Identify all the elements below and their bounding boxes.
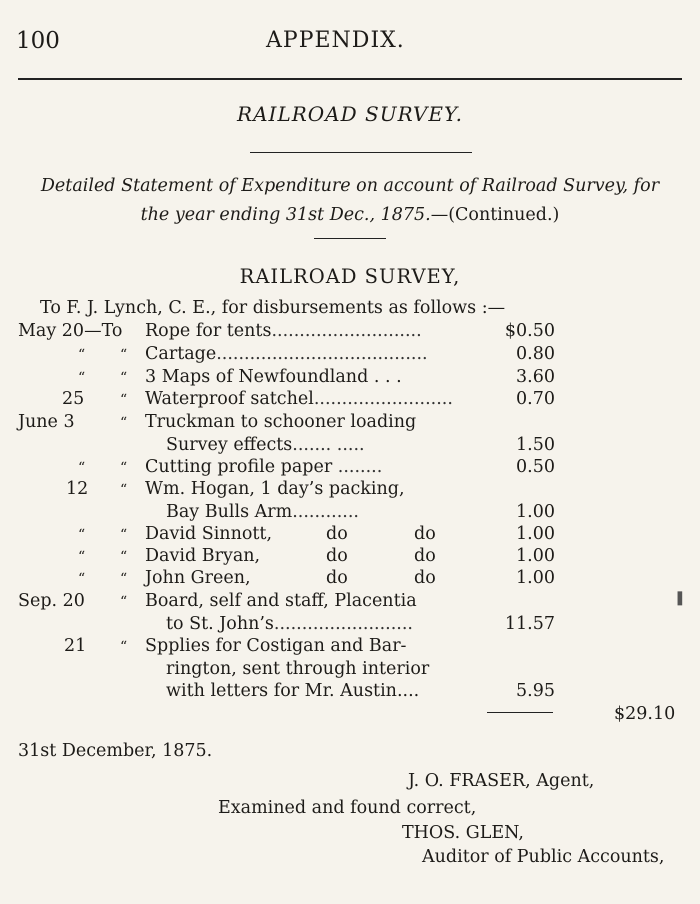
entry-amount: 1.00 (516, 546, 555, 566)
entry-amount: 5.95 (516, 681, 555, 701)
entry-date: 25 (62, 389, 85, 409)
entry-desc: to St. John’s......................... (166, 614, 413, 634)
description-continued: —(Continued.) (430, 205, 560, 225)
entry-desc: David Sinnott, (145, 524, 273, 544)
entry-amount: 11.57 (504, 614, 555, 634)
description-line-1 (0, 176, 700, 196)
entry-to: “ (120, 527, 128, 543)
footer-agent: J. O. FRASER, Agent, (408, 771, 595, 791)
entry-to: “ (120, 415, 128, 431)
description-line-2 (0, 205, 700, 225)
entry-to: “ (120, 347, 128, 363)
entry-amount: 0.80 (516, 344, 555, 364)
entry-to: “ (120, 370, 128, 386)
entry-to: To (101, 321, 123, 341)
entry-to: “ (120, 460, 128, 476)
entry-desc: Board, self and staff, Placentia (145, 591, 417, 611)
entry-desc: David Bryan, (145, 546, 261, 566)
entry-to: “ (120, 639, 128, 655)
header-rule (18, 78, 682, 80)
statement-subtitle: RAILROAD SURVEY, (239, 265, 461, 288)
entry-do: do (326, 524, 348, 544)
entry-desc: Waterproof satchel......................... (145, 389, 453, 409)
entry-desc: John Green, (145, 568, 251, 588)
sum-rule (487, 712, 553, 713)
entry-desc: rington, sent through interior (166, 659, 430, 679)
entry-amount: $0.50 (504, 321, 555, 341)
entry-desc: 3 Maps of Newfoundland . . . (145, 367, 402, 387)
entry-date: “ (78, 460, 86, 476)
entry-amount: 1.00 (516, 568, 555, 588)
entry-date: June 3 (18, 412, 75, 432)
entry-do: do (414, 568, 436, 588)
statement-intro: To F. J. Lynch, C. E., for disbursements as follows :— (40, 298, 506, 318)
entry-desc: with letters for Mr. Austin.... (166, 681, 420, 701)
statement-total: $29.10 (614, 704, 676, 724)
description-rule (314, 238, 386, 239)
description-text-2: the year ending 31st Dec., 1875. (140, 205, 431, 225)
title-rule (250, 152, 472, 153)
entry-do: do (326, 568, 348, 588)
entry-date: “ (78, 370, 86, 386)
entry-do: do (414, 546, 436, 566)
entry-to: “ (120, 571, 128, 587)
entry-row (18, 321, 122, 341)
entry-to: “ (120, 482, 128, 498)
entry-desc: Wm. Hogan, 1 day’s packing, (145, 479, 405, 499)
entry-date: 12 (66, 479, 89, 499)
margin-mark: ❚ (674, 590, 686, 606)
entry-desc: Truckman to schooner loading (145, 412, 417, 432)
entry-amount: 0.50 (516, 457, 555, 477)
entry-to: “ (120, 594, 128, 610)
section-title: RAILROAD SURVEY. (237, 102, 463, 126)
footer-auditor-title: Auditor of Public Accounts, (422, 847, 665, 867)
entry-do: do (326, 546, 348, 566)
entry-amount: 0.70 (516, 389, 555, 409)
entry-amount: 3.60 (516, 367, 555, 387)
entry-date: 21 (64, 636, 87, 656)
footer-date: 31st December, 1875. (18, 741, 213, 761)
entry-desc: Bay Bulls Arm............ (166, 502, 359, 522)
entry-amount: 1.00 (516, 502, 555, 522)
entry-date: Sep. 20 (18, 591, 85, 611)
entry-do: do (414, 524, 436, 544)
entry-desc: Rope for tents........................... (145, 321, 422, 341)
entry-date: “ (78, 527, 86, 543)
footer-examined: Examined and found correct, (218, 798, 477, 818)
entry-desc: Spplies for Costigan and Bar- (145, 636, 407, 656)
entry-amount: 1.00 (516, 524, 555, 544)
entry-to: “ (120, 392, 128, 408)
page-number: 100 (16, 28, 60, 54)
entry-date: “ (78, 549, 86, 565)
entry-date: May 20— (18, 321, 102, 341)
running-title: APPENDIX. (266, 28, 405, 53)
entry-amount: 1.50 (516, 435, 555, 455)
entry-desc: Survey effects....... ..... (166, 435, 365, 455)
entry-date: “ (78, 571, 86, 587)
entry-desc: Cartage...................................... (145, 344, 428, 364)
entry-desc: Cutting profile paper ........ (145, 457, 383, 477)
description-text-1: Detailed Statement of Expenditure on account of Railroad Survey, for (40, 176, 660, 196)
entry-date: “ (78, 347, 86, 363)
footer-auditor-name: THOS. GLEN, (402, 823, 524, 843)
entry-to: “ (120, 549, 128, 565)
